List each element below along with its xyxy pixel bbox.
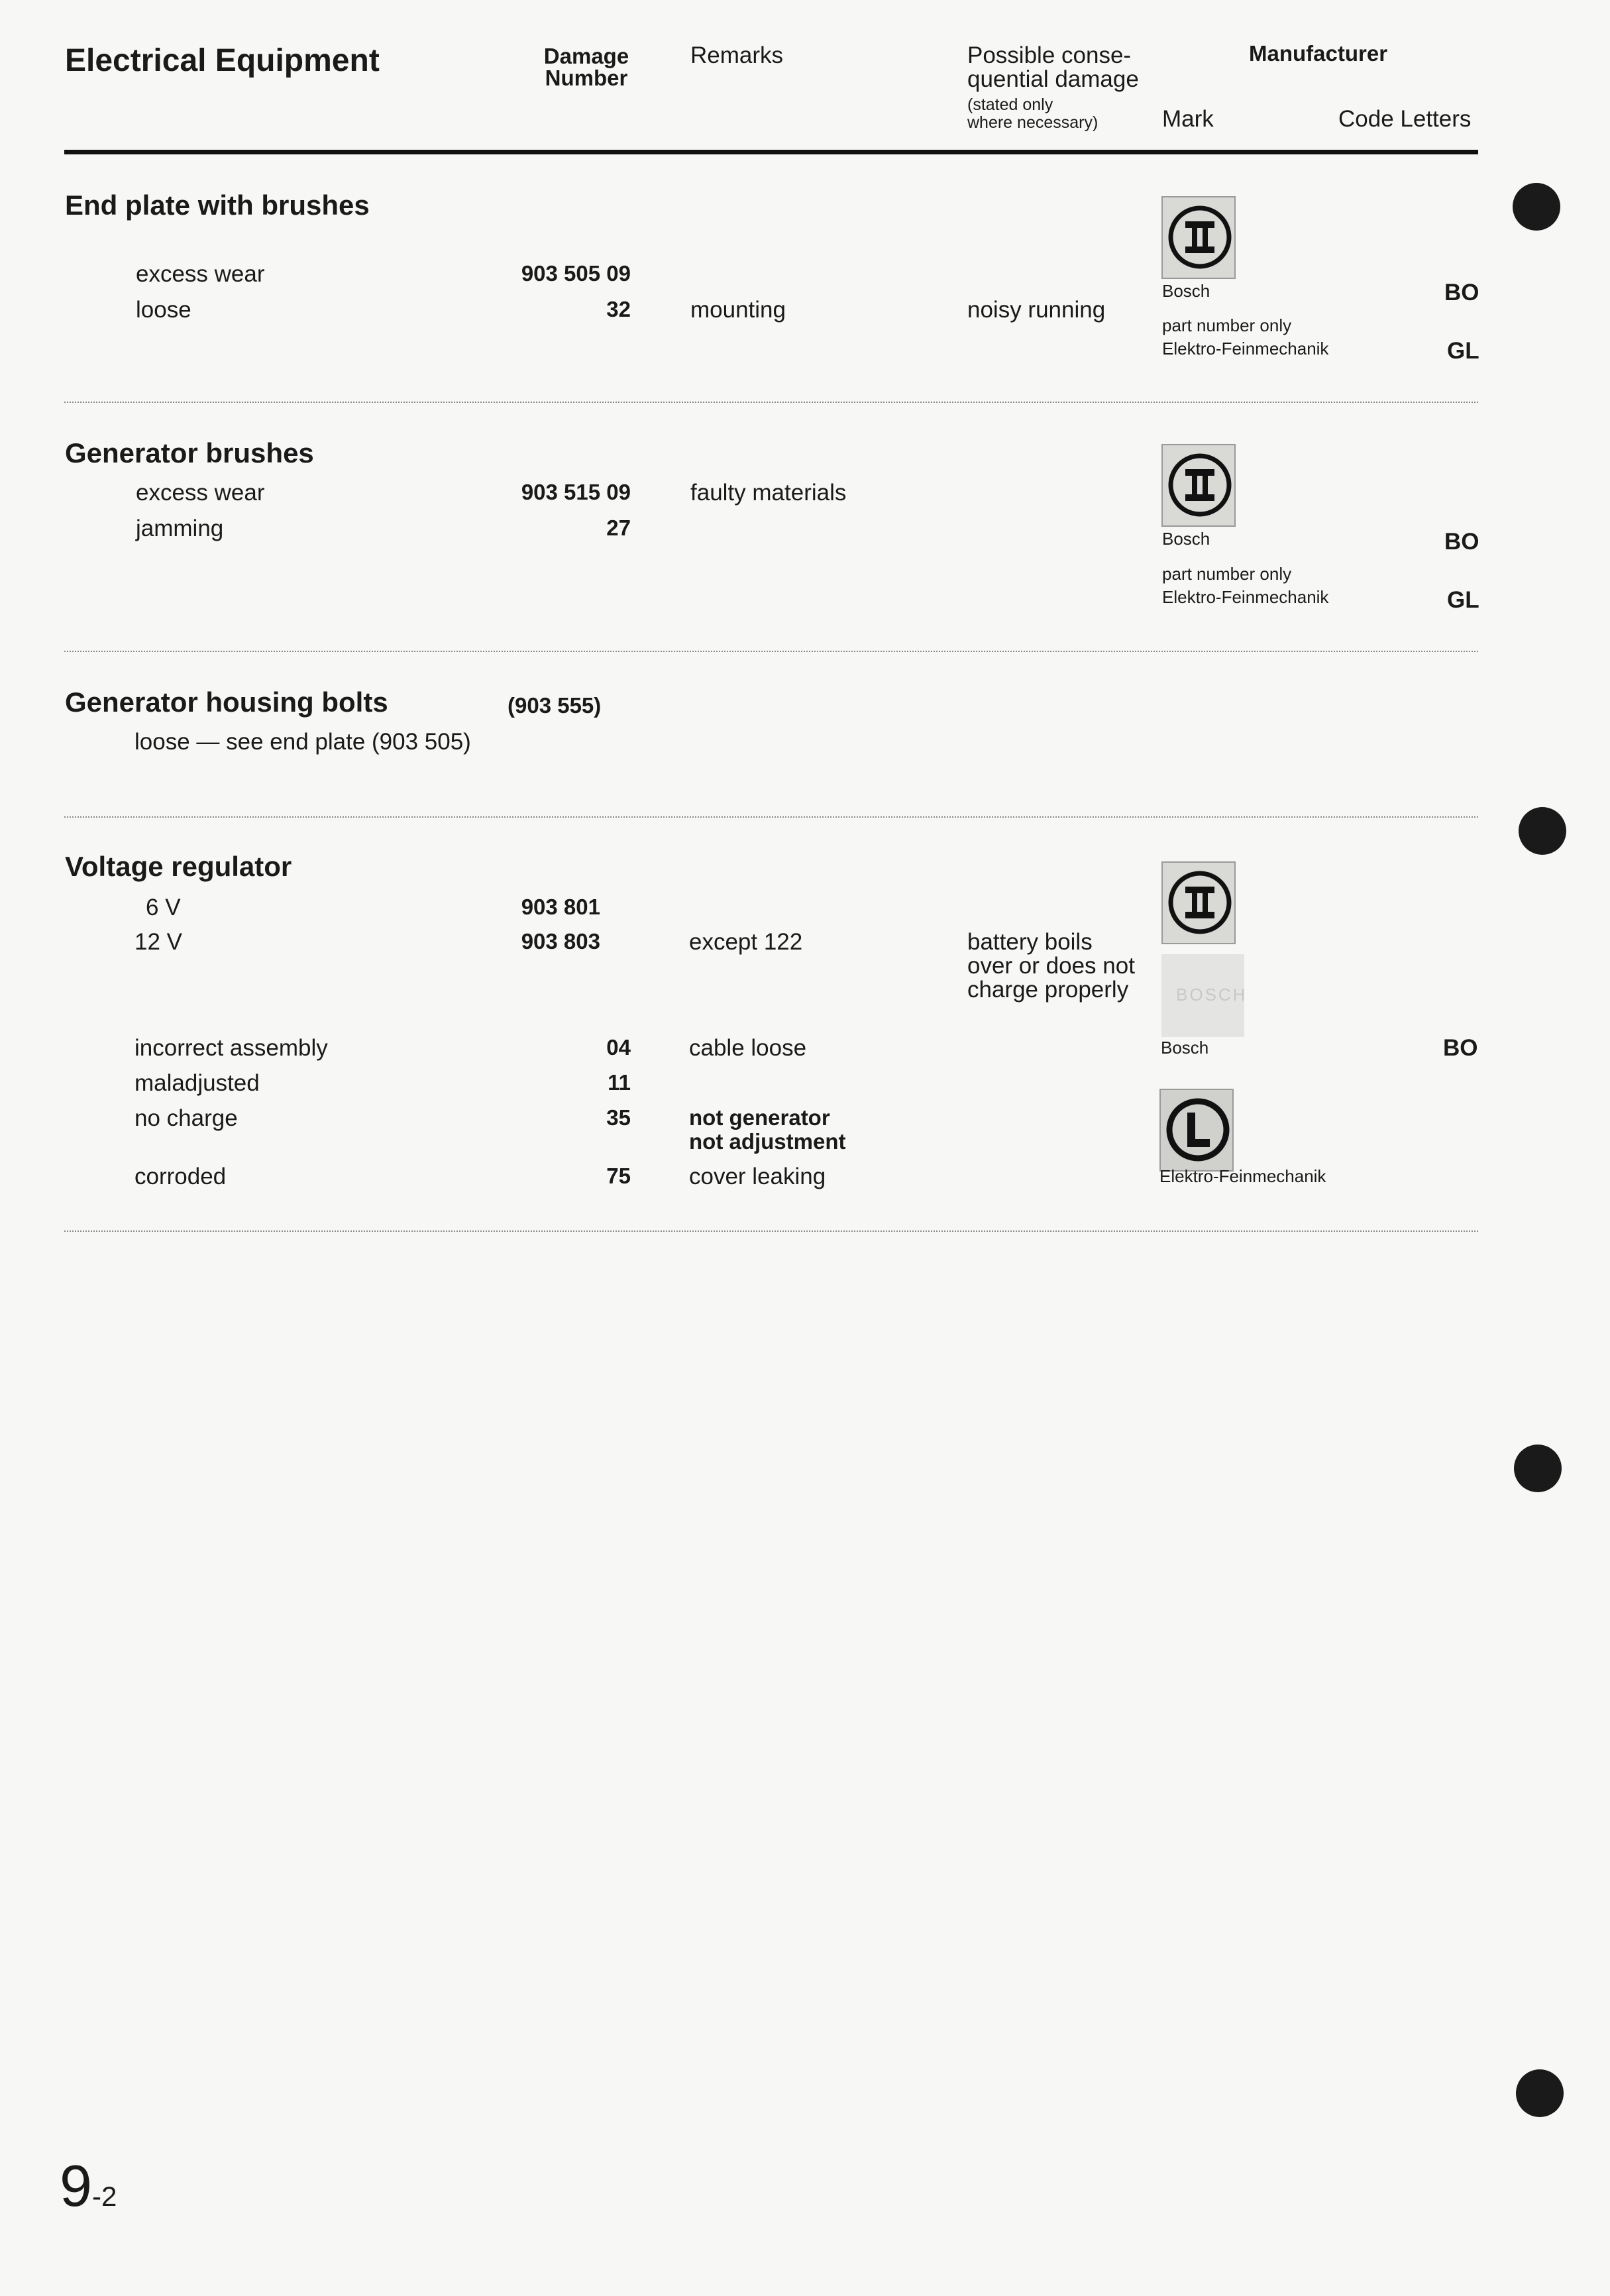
brand-bosch: Bosch <box>1161 1038 1209 1058</box>
binder-hole-3 <box>1514 1445 1562 1492</box>
binder-hole-4 <box>1516 2069 1564 2117</box>
code-bo: BO <box>1443 1035 1478 1061</box>
section-divider <box>64 651 1478 652</box>
brand-bosch: Bosch <box>1162 281 1210 301</box>
remark-cable-loose: cable loose <box>689 1035 807 1061</box>
code-gl: GL <box>1447 587 1479 613</box>
code-letters-header: Code Letters <box>1338 106 1472 132</box>
section-divider <box>64 402 1478 403</box>
bosch-logo-icon <box>1161 196 1236 279</box>
item-loose: loose <box>136 297 191 323</box>
page-number-minor: -2 <box>91 2181 117 2212</box>
brand-bosch: Bosch <box>1162 529 1210 549</box>
item-corroded: corroded <box>134 1164 227 1189</box>
elektro-feinmechanik-logo-icon <box>1159 1089 1234 1172</box>
damage-number: 04 <box>606 1035 631 1060</box>
item-jamming: jamming <box>136 516 224 541</box>
damage-number: 903 801 <box>521 895 600 919</box>
remarks-header: Remarks <box>690 42 784 68</box>
bosch-wordmark-logo <box>1161 954 1248 1037</box>
damage-number: 903 515 09 <box>521 480 631 504</box>
consequence-line-1: battery boils <box>967 929 1093 955</box>
code-bo: BO <box>1444 280 1479 305</box>
damage-number: 32 <box>606 297 631 321</box>
damage-number: 75 <box>606 1164 631 1188</box>
consequence-line-2: over or does not <box>967 953 1135 979</box>
consequential-header-line-1: Possible conse- <box>967 42 1132 68</box>
section-title-generator-housing-bolts: Generator housing bolts <box>65 686 388 718</box>
bosch-logo-icon <box>1161 861 1236 944</box>
remark-mounting: mounting <box>690 297 786 323</box>
bosch-wordmark-text: BOSCH <box>1176 985 1248 1005</box>
consequence-line-3: charge properly <box>967 977 1129 1003</box>
item-6v: 6 V <box>146 895 181 920</box>
binder-hole-2 <box>1519 807 1566 855</box>
remark-except-122: except 122 <box>689 929 803 955</box>
remark-not-adjustment: not adjustment <box>689 1129 846 1154</box>
item-incorrect-assembly: incorrect assembly <box>134 1035 328 1061</box>
page-title: Electrical Equipment <box>65 43 380 78</box>
note-part-number-only: part number only <box>1162 315 1292 335</box>
section-damage-number: (903 555) <box>508 693 602 718</box>
section-title-end-plate: End plate with brushes <box>65 190 370 221</box>
section-divider <box>64 1230 1478 1232</box>
consequential-header-note-1: (stated only <box>967 95 1053 114</box>
manufacturer-header: Manufacturer <box>1249 41 1388 66</box>
page-number <box>60 2152 117 2220</box>
mark-header: Mark <box>1162 106 1214 132</box>
consequential-header-note-2: where necessary) <box>967 113 1099 132</box>
brand-elektro-feinmechanik: Elektro-Feinmechanik <box>1162 339 1329 358</box>
code-bo: BO <box>1444 529 1479 555</box>
damage-number: 11 <box>608 1070 631 1095</box>
consequence-noisy-running: noisy running <box>967 297 1106 323</box>
page-number-major: 9 <box>60 2153 92 2218</box>
item-no-charge: no charge <box>134 1105 238 1131</box>
code-gl: GL <box>1447 338 1479 364</box>
damage-number: 903 803 <box>521 929 600 954</box>
remark-cover-leaking: cover leaking <box>689 1164 826 1189</box>
binder-hole-1 <box>1513 183 1560 231</box>
consequential-header-line-2: quential damage <box>967 66 1139 92</box>
damage-number: 903 505 09 <box>521 261 631 286</box>
section-divider <box>64 816 1478 818</box>
damage-number: 35 <box>606 1105 631 1130</box>
section-title-voltage-regulator: Voltage regulator <box>65 851 292 882</box>
item-loose-see-end-plate: loose — see end plate (903 505) <box>134 729 471 755</box>
header-rule <box>64 150 1478 154</box>
item-excess-wear: excess wear <box>136 261 265 287</box>
item-12v: 12 V <box>134 929 182 955</box>
damage-number-header <box>533 45 639 89</box>
remark-faulty-materials: faulty materials <box>690 480 847 506</box>
damage-header-line-2: Number <box>545 66 628 90</box>
damage-number: 27 <box>606 516 631 540</box>
item-excess-wear: excess wear <box>136 480 265 506</box>
note-part-number-only: part number only <box>1162 564 1292 584</box>
remark-not-generator: not generator <box>689 1105 830 1130</box>
damage-header-line-1: Damage <box>543 44 629 68</box>
item-maladjusted: maladjusted <box>134 1070 260 1096</box>
brand-elektro-feinmechanik: Elektro-Feinmechanik <box>1159 1166 1326 1186</box>
bosch-logo-icon <box>1161 444 1236 527</box>
section-title-generator-brushes: Generator brushes <box>65 437 314 468</box>
brand-elektro-feinmechanik: Elektro-Feinmechanik <box>1162 587 1329 607</box>
